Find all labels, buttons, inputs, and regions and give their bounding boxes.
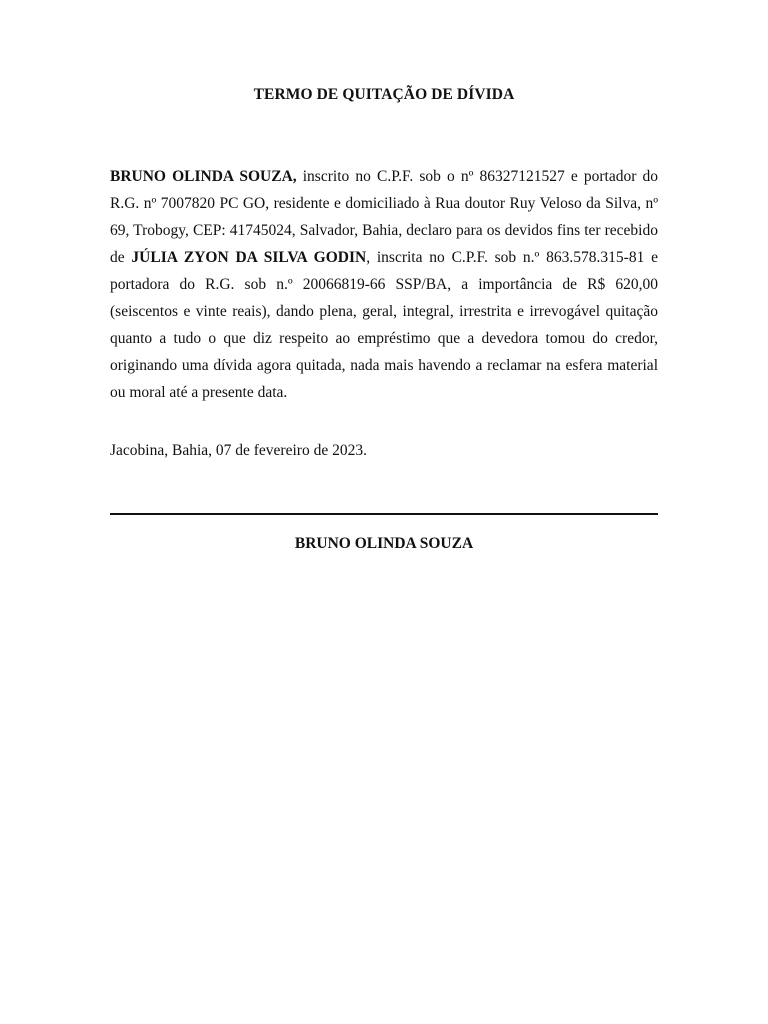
signature-line <box>110 513 658 515</box>
declaration-text-part-2: , inscrita no C.P.F. sob n.º 863.578.315-81 e portadora do R.G. sob n.º 20066819-66 SSP/BA, a importância de R$ 620,00 (seiscentos e vinte reais), dando plena, geral, integral, irrestrita e irrevogável quitação quanto a tudo o que diz respeito ao empréstimo que a devedora tomou do credor, originando uma dívida agora quitada, nada mais havendo a reclamar na esfera material ou moral até a presente data. <box>110 249 658 401</box>
declaration-text-part-1: inscrito no C.P.F. sob o nº 86327121527 e portador do R.G. nº 7007820 PC GO, residente e domiciliado à Rua doutor Ruy Veloso da Silva, nº 69, Trobogy, CEP: 41745024, Salvador, Bahia, declaro para os devidos fins ter recebido de <box>110 168 659 266</box>
place-and-date: Jacobina, Bahia, 07 de fevereiro de 2023. <box>110 442 367 459</box>
creditor-name: BRUNO OLINDA SOUZA, <box>110 168 297 185</box>
declaration-paragraph <box>110 163 658 406</box>
debtor-name: JÚLIA ZYON DA SILVA GODIN <box>131 249 367 266</box>
signature-name: BRUNO OLINDA SOUZA <box>294 535 474 552</box>
document-title: TERMO DE QUITAÇÃO DE DÍVIDA <box>253 86 515 103</box>
